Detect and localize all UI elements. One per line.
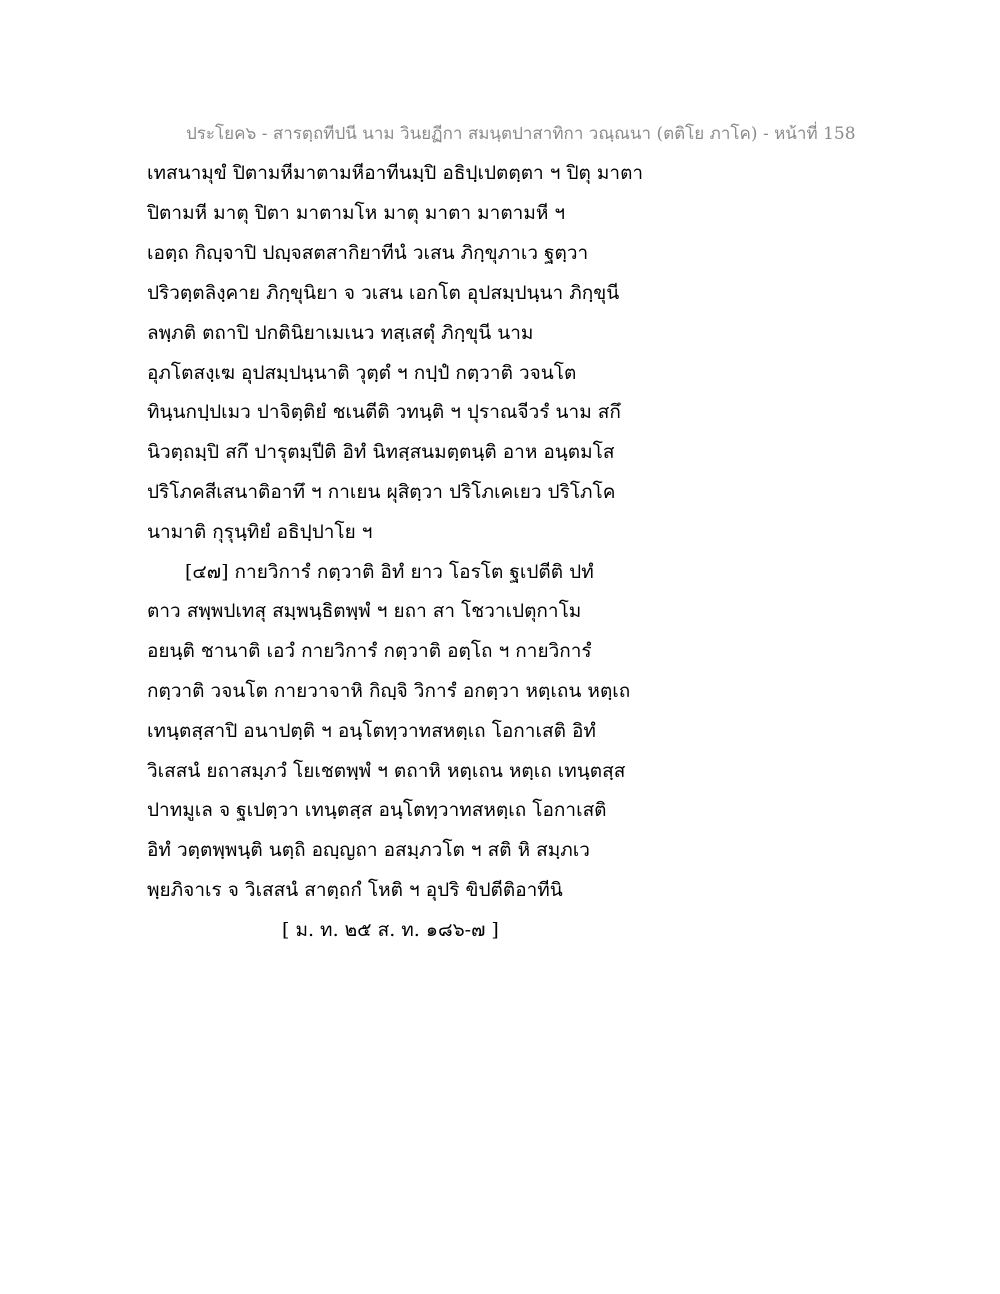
reference-citation: [ ม. ท. ๒๕ ส. ท. ๑๘๖-๗ ] — [282, 919, 499, 941]
text-line: ปิตามหี มาตุ ปิตา มาตามโห มาตุ มาตา มาตามหี ฯ — [147, 202, 566, 224]
text-line: ตาว สพฺพปเทสุ สมฺพนฺธิตพฺพํ ฯ ยถา สา โชวาเปตุกาโม — [147, 600, 582, 622]
text-line: เทนฺตสฺสาปิ อนาปตฺติ ฯ อนฺโตทฺวาทสหตฺเถ โอกาเสติ อิทํ — [147, 720, 596, 742]
text-line: อุภโตสงฺเฆ อุปสมฺปนฺนาติ วุตฺตํ ฯ กปฺปํ กตฺวาติ วจนโต — [147, 362, 577, 384]
text-line: นามาติ กุรุนฺทิยํ อธิปฺปาโย ฯ — [147, 521, 373, 543]
text-line: วิเสสนํ ยถาสมฺภวํ โยเชตพฺพํ ฯ ตถาหิ หตฺเถน หตฺเถ เทนฺตสฺส — [147, 760, 626, 782]
text-line: เทสนามุขํ ปิตามหีมาตามหีอาทีนมฺปิ อธิปฺเปตตฺตา ฯ ปิตุ มาตา — [147, 162, 644, 184]
text-line: กตฺวาติ วจนโต กายวาจาหิ กิญฺจิ วิการํ อกตฺวา หตฺเถน หตฺเถ — [147, 680, 631, 702]
text-line: เอตฺถ กิญฺจาปิ ปญฺจสตสากิยาทีนํ วเสน ภิกฺขุภาเว ฐตฺวา — [147, 242, 589, 264]
text-line: ปาทมูเล จ ฐเปตฺวา เทนฺตสฺส อนฺโตทฺวาทสหตฺเถ โอกาเสติ — [147, 799, 607, 821]
paragraph-start-line: [๔๗] กายวิการํ กตฺวาติ อิทํ ยาว โอรโต ฐเปตีติ ปทํ — [185, 561, 594, 583]
text-line: ปริวตฺตลิงฺคาย ภิกฺขุนิยา จ วเสน เอกโต อุปสมฺปนฺนา ภิกฺขุนี — [147, 282, 620, 304]
text-line: ปริโภคสีเสนาติอาทึ ฯ กาเยน ผุสิตฺวา ปริโภเคเยว ปริโภโค — [147, 481, 616, 503]
text-line: ลพฺภติ ตถาปิ ปกตินิยาเมเนว ทสฺเสตุํ ภิกฺขุนี นาม — [147, 322, 534, 344]
text-line: อยนฺติ ชานาติ เอวํ กายวิการํ กตฺวาติ อตฺโถ ฯ กายวิการํ — [147, 640, 592, 662]
text-line: พฺยภิจาเร จ วิเสสนํ สาตฺถกํ โหติ ฯ อุปริ ขิปตีติอาทีนิ — [147, 879, 563, 901]
text-line: อิทํ วตฺตพฺพนฺติ นตฺถิ อญฺญถา อสมฺภวโต ฯ สติ หิ สมฺภเว — [147, 839, 590, 861]
running-header: ประโยค๖ - สารตฺถทีปนี นาม วินยฏีกา สมนฺตปาสาทิกา วณฺณนา (ตติโย ภาโค) - หน้าที่ 158 — [186, 124, 856, 144]
text-line: นิวตฺถมฺปิ สกึ ปารุตมฺปีติ อิทํ นิทสฺสนมตฺตนฺติ อาห อนฺตมโส — [147, 441, 615, 463]
text-line: ทินฺนกปฺปเมว ปาจิตฺติยํ ชเนตีติ วทนฺติ ฯ ปุราณจีวรํ นาม สกึ — [147, 401, 621, 423]
